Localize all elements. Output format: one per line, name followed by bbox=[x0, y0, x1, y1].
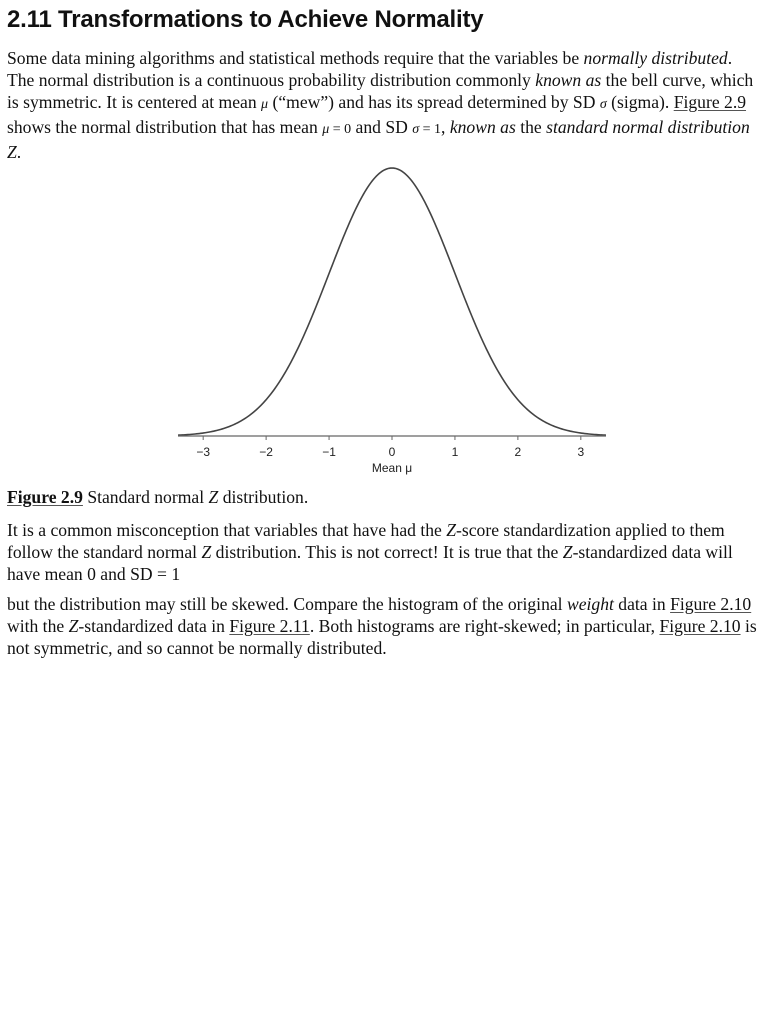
text: with the bbox=[7, 616, 69, 636]
text: -score standardization applied to them follow the standard normal bbox=[7, 520, 725, 562]
z-symbol: Z bbox=[208, 487, 219, 507]
text: -standardized data in bbox=[78, 616, 230, 636]
x-axis-label: Mean μ bbox=[371, 461, 413, 475]
text: is not symmetric, and so cannot be normally distributed. bbox=[7, 616, 757, 658]
text: distribution. This is not correct! It is true that the bbox=[211, 542, 563, 562]
text: . bbox=[16, 142, 22, 162]
figure-caption bbox=[7, 486, 759, 508]
x-tick-label: 2 bbox=[514, 445, 522, 459]
x-tick-label: 1 bbox=[451, 445, 459, 459]
figure-2-10-link[interactable]: Figure 2.10 bbox=[659, 616, 741, 636]
emphasis: known as bbox=[535, 70, 602, 90]
emphasis: weight bbox=[566, 594, 614, 614]
text: (“mew”) and has its spread determined by SD bbox=[268, 92, 600, 112]
sigma-equation: σ bbox=[412, 122, 420, 137]
text: . Both histograms are right-skewed; in particular, bbox=[309, 616, 660, 636]
emphasis: standard normal distribution Z bbox=[7, 117, 750, 162]
emphasis: normally distributed bbox=[583, 48, 728, 68]
text: . The normal distribution is a continuous probability distribution commonly bbox=[7, 48, 733, 90]
z-symbol: Z bbox=[446, 520, 457, 540]
text: (sigma). bbox=[606, 92, 674, 112]
z-symbol: Z bbox=[562, 542, 573, 562]
z-symbol: Z bbox=[201, 542, 212, 562]
comparison-paragraph bbox=[7, 593, 759, 659]
standard-normal-chart bbox=[170, 160, 615, 480]
intro-paragraph bbox=[7, 47, 759, 163]
figure-caption-label[interactable]: Figure 2.9 bbox=[7, 487, 83, 507]
text: but the distribution may still be skewed. Compare the histogram of the original bbox=[7, 594, 567, 614]
mu-symbol: μ bbox=[261, 97, 269, 112]
x-tick-label: −3 bbox=[196, 445, 211, 459]
misconception-paragraph bbox=[7, 519, 759, 585]
text: data in bbox=[613, 594, 671, 614]
text: -standardized data will have mean 0 and SD = 1 bbox=[7, 542, 733, 584]
emphasis: known as bbox=[449, 117, 516, 137]
figure-2-11-link[interactable]: Figure 2.11 bbox=[229, 616, 310, 636]
text: shows the normal distribution that has mean bbox=[7, 117, 323, 137]
x-tick-label: −2 bbox=[259, 445, 273, 459]
sigma-symbol: σ bbox=[599, 97, 607, 112]
text: It is a common misconception that variables that have had the bbox=[7, 520, 447, 540]
x-tick-label: 0 bbox=[388, 445, 396, 459]
text: distribution. bbox=[218, 487, 309, 507]
figure-2-10-link[interactable]: Figure 2.10 bbox=[670, 594, 752, 614]
figure-2-9-link[interactable]: Figure 2.9 bbox=[673, 92, 747, 112]
text: Some data mining algorithms and statistical methods require that the variables be bbox=[7, 48, 584, 68]
mu-equation: μ bbox=[322, 122, 330, 137]
text: the bbox=[515, 117, 547, 137]
text: and SD bbox=[351, 117, 413, 137]
text: Standard normal bbox=[82, 487, 209, 507]
x-axis-ticks bbox=[196, 436, 584, 459]
section-title: 2.11 Transformations to Achieve Normality bbox=[7, 6, 484, 33]
mu-equation-value: = 0 bbox=[329, 122, 352, 137]
x-tick-label: −1 bbox=[322, 445, 336, 459]
bell-curve-line bbox=[178, 168, 606, 435]
text: , bbox=[441, 117, 450, 137]
z-symbol: Z bbox=[68, 616, 79, 636]
text: the bell curve, which is symmetric. It is centered at mean bbox=[7, 70, 754, 112]
sigma-equation-value: = 1 bbox=[419, 122, 442, 137]
x-tick-label: 3 bbox=[577, 445, 585, 459]
